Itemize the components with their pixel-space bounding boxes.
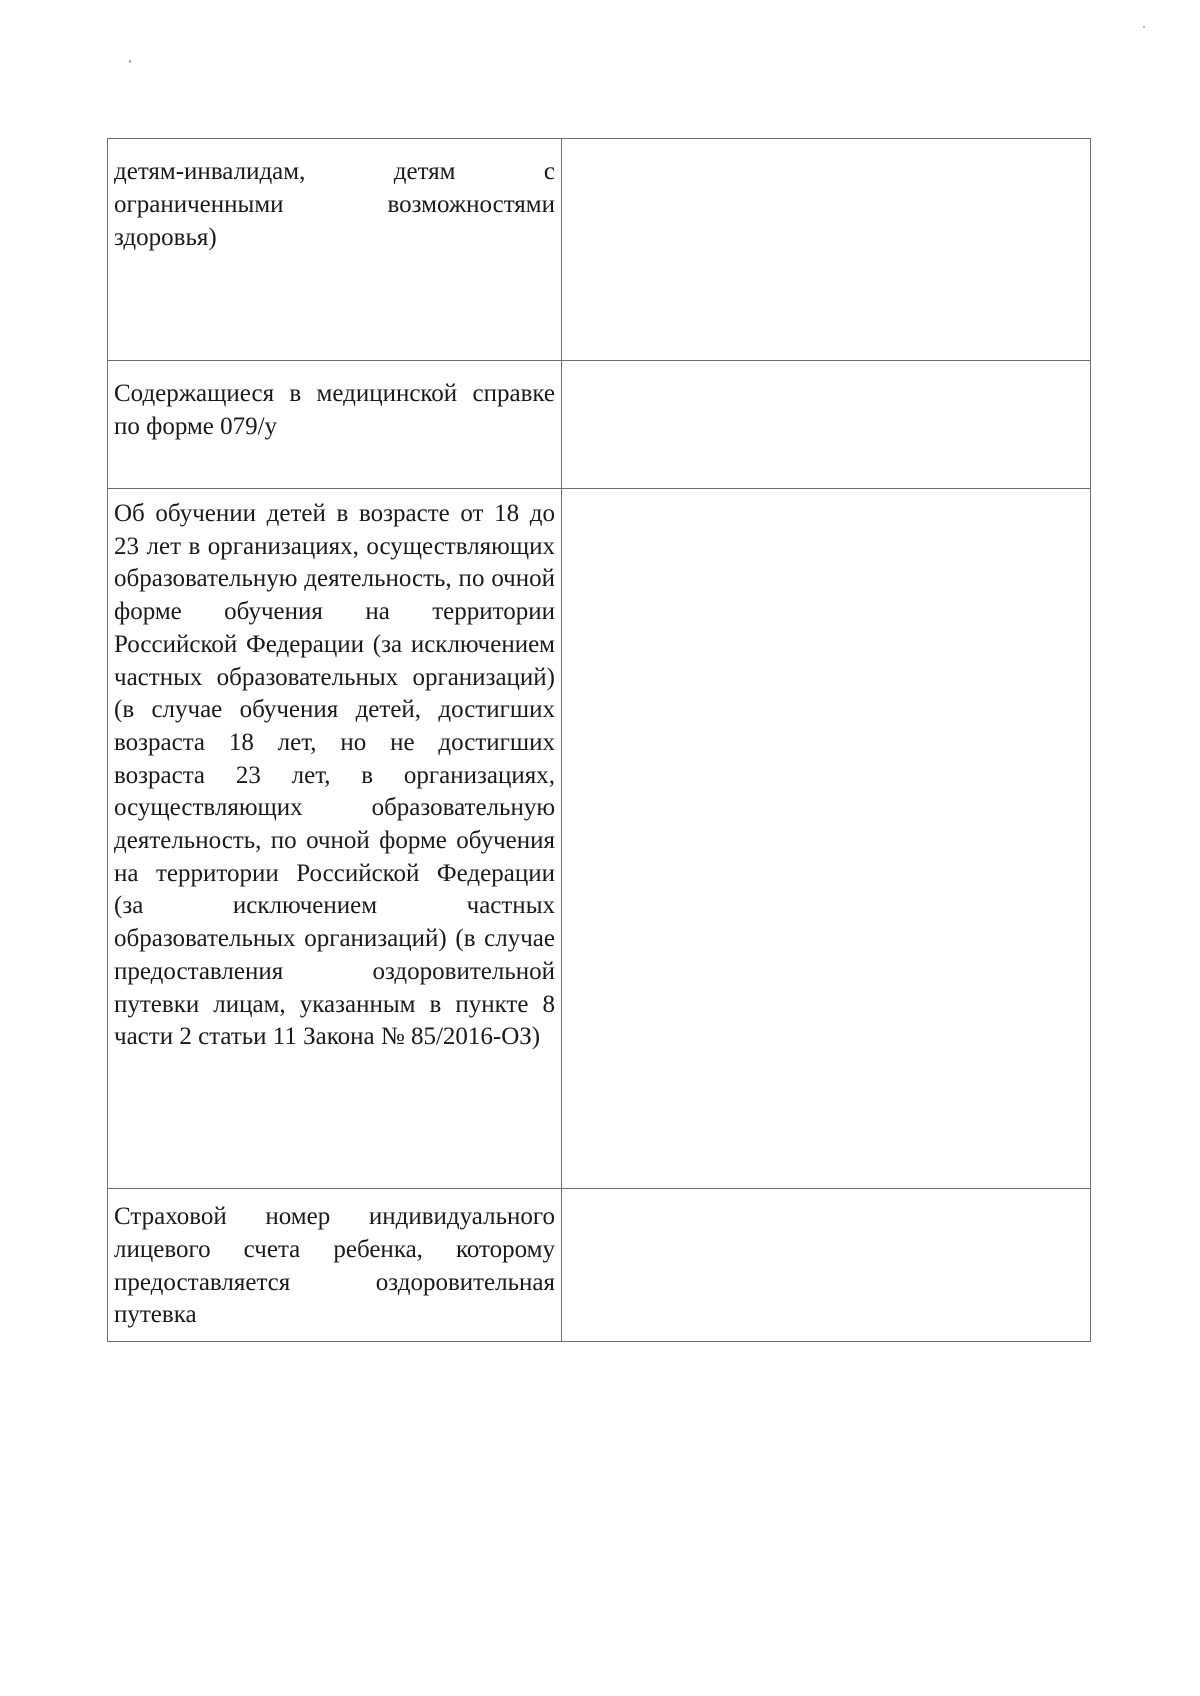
table-row [108,361,1091,489]
field-value [562,139,1090,156]
field-description-cell [108,489,562,1189]
scan-speck [129,60,131,63]
field-description-cell [108,361,562,489]
table-row [108,1189,1091,1342]
field-description: детям-инвалидам, детям с ограниченными возможностями здоровья) [114,158,555,251]
field-description: Страховой номер индивидуального лицевого счета ребенка, которому предоставляется оздоровительная путевка [114,1203,555,1329]
field-description: Содержащиеся в медицинской справке по форме 079/у [114,380,555,440]
field-value-cell [562,489,1091,1189]
table-row [108,139,1091,361]
field-value [562,489,1090,498]
field-value-cell [562,361,1091,489]
document-table [107,138,1091,1342]
field-value-cell [562,139,1091,361]
field-description-cell [108,139,562,361]
field-value [562,361,1090,378]
field-value [562,1189,1090,1201]
field-description-cell [108,1189,562,1342]
table-row [108,489,1091,1189]
field-description: Об обучении детей в возрасте от 18 до 23 лет в организациях, осуществляющих образовательную деятельность, по очной форме обучения на территории Российской Федерации (за исключением частных образовательных организаций) (в случае обучения детей, достигших возраста 18 лет, но не достигших возраста 23 лет, в организациях, осуществляющих образовательную деятельность, по очной форме обучения на территории Российской Федерации (за исключением частных образовательных организаций) (в случае предоставления оздоровительной путевки лицам, указанным в пункте 8 части 2 статьи 11 Закона № 85/2016-ОЗ) [114,500,555,1051]
scan-speck [1143,26,1145,28]
field-value-cell [562,1189,1091,1342]
